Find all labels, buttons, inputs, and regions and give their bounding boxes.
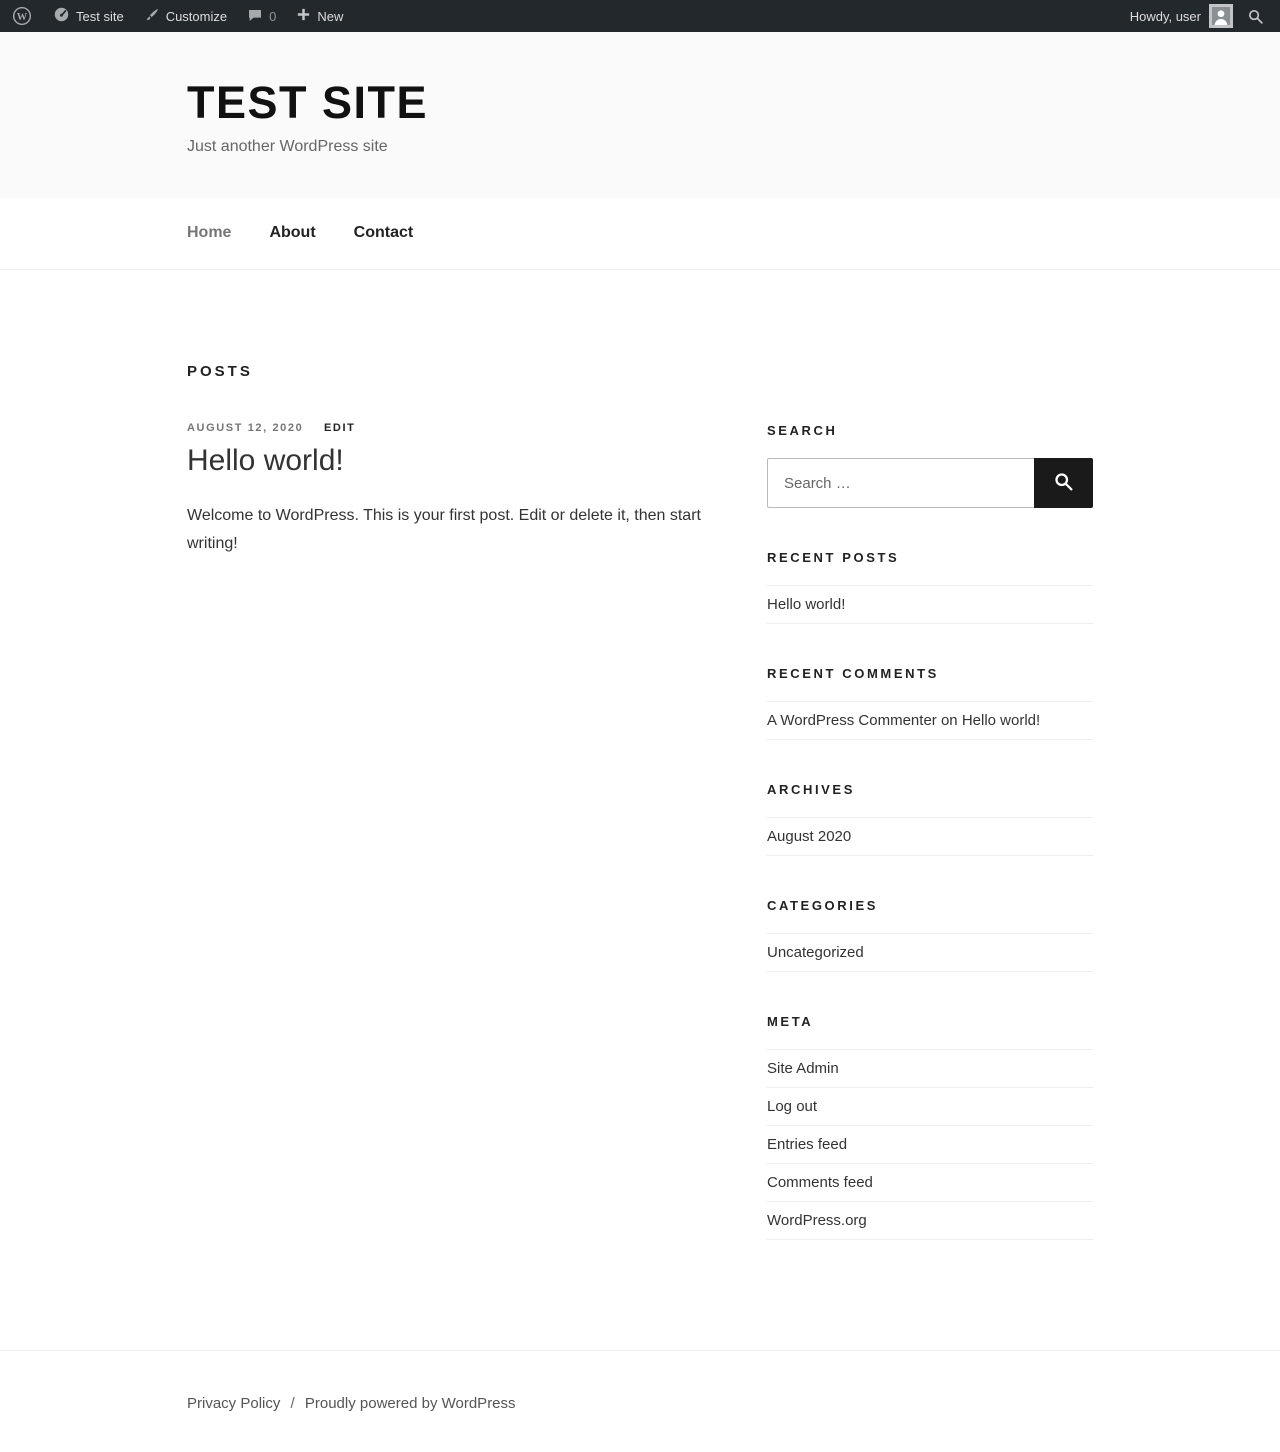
plus-icon xyxy=(296,7,311,25)
list-item xyxy=(767,1202,1093,1240)
post-entry xyxy=(187,422,712,558)
list-item xyxy=(767,934,1093,972)
comment-connector: on xyxy=(940,712,958,729)
archives-list xyxy=(767,817,1093,856)
nav-item-home[interactable]: Home xyxy=(187,224,232,241)
search-form xyxy=(767,458,1093,508)
list-item xyxy=(767,818,1093,856)
admin-bar-new-label: New xyxy=(317,8,344,24)
site-footer xyxy=(0,1350,1280,1452)
admin-bar-right xyxy=(1130,0,1270,32)
list-item xyxy=(767,1164,1093,1202)
admin-bar-customize-label: Customize xyxy=(165,8,228,24)
sidebar xyxy=(767,423,1093,1240)
powered-by-text xyxy=(305,1395,516,1412)
categories-widget xyxy=(767,898,1093,972)
nav-item-contact[interactable]: Contact xyxy=(353,224,414,241)
admin-bar-new[interactable] xyxy=(286,0,353,32)
post-meta xyxy=(187,422,712,434)
recent-comments-list xyxy=(767,701,1093,740)
posts-section-title: POSTS xyxy=(187,363,253,380)
privacy-policy-link[interactable]: Privacy Policy xyxy=(187,1395,281,1412)
list-item xyxy=(767,586,1093,624)
admin-bar-site-menu[interactable] xyxy=(43,0,134,32)
admin-bar-howdy[interactable]: Howdy, user xyxy=(1129,8,1201,24)
categories-list xyxy=(767,933,1093,972)
meta-wordpress-org-link[interactable]: WordPress.org xyxy=(767,1212,867,1229)
recent-posts-list xyxy=(767,585,1093,624)
wordpress-logo-icon[interactable] xyxy=(0,0,43,32)
svg-text:W: W xyxy=(16,11,28,23)
meta-site-admin-link[interactable]: Site Admin xyxy=(767,1060,839,1077)
post-edit-link[interactable]: EDIT xyxy=(323,422,356,434)
search-widget-title: SEARCH xyxy=(767,423,838,438)
search-input[interactable] xyxy=(767,458,1034,508)
admin-bar-search-icon[interactable] xyxy=(1233,8,1270,25)
admin-bar-comments-count: 0 xyxy=(269,8,277,24)
categories-title: CATEGORIES xyxy=(767,898,878,913)
archives-widget xyxy=(767,782,1093,856)
search-icon xyxy=(1053,471,1074,495)
recent-post-link[interactable]: Hello world! xyxy=(767,596,846,613)
site-tagline: Just another WordPress site xyxy=(187,138,388,155)
meta-widget xyxy=(767,1014,1093,1240)
search-submit-button[interactable] xyxy=(1034,458,1093,508)
main-navigation xyxy=(0,198,1280,270)
post-title-link[interactable]: Hello world! xyxy=(187,444,344,477)
wp-admin-bar xyxy=(0,0,1280,32)
posts-column xyxy=(187,363,712,558)
powered-by-wordpress-link[interactable]: Proudly powered by WordPress xyxy=(304,1395,516,1412)
post-date-link[interactable]: AUGUST 12, 2020 xyxy=(187,422,304,434)
archive-link[interactable]: August 2020 xyxy=(767,828,852,845)
site-title[interactable]: TEST SITE xyxy=(187,77,429,128)
content-wrap xyxy=(187,363,1093,1240)
admin-bar-customize[interactable] xyxy=(134,0,237,32)
nav-item-about[interactable]: About xyxy=(269,224,316,241)
meta-entries-feed-link[interactable]: Entries feed xyxy=(767,1136,848,1153)
meta-comments-feed-link[interactable]: Comments feed xyxy=(767,1174,873,1191)
list-item xyxy=(767,1126,1093,1164)
list-item xyxy=(767,1088,1093,1126)
admin-bar-site-name: Test site xyxy=(76,8,124,24)
admin-bar-comments[interactable] xyxy=(237,0,286,32)
recent-comments-widget xyxy=(767,666,1093,740)
post-body: Welcome to WordPress. This is your first post. Edit or delete it, then start writing! xyxy=(187,507,701,552)
recent-posts-widget xyxy=(767,550,1093,624)
dashboard-gauge-icon xyxy=(53,6,70,26)
list-item xyxy=(767,1050,1093,1088)
meta-log-out-link[interactable]: Log out xyxy=(767,1098,818,1115)
comment-author-link[interactable]: A WordPress Commenter xyxy=(767,712,937,729)
comment-bubble-icon xyxy=(247,7,263,26)
search-widget xyxy=(767,423,1093,508)
admin-bar-left xyxy=(0,0,353,32)
archives-title: ARCHIVES xyxy=(767,782,855,797)
footer-separator: / xyxy=(290,1395,295,1412)
user-avatar[interactable] xyxy=(1209,4,1233,28)
comment-post-link[interactable]: Hello world! xyxy=(961,712,1041,729)
recent-posts-title: RECENT POSTS xyxy=(767,550,900,565)
recent-comments-title: RECENT COMMENTS xyxy=(767,666,939,681)
brush-icon xyxy=(144,7,160,26)
list-item xyxy=(767,702,1093,740)
meta-title: META xyxy=(767,1014,814,1029)
meta-list xyxy=(767,1049,1093,1240)
site-header xyxy=(0,32,1280,198)
category-link[interactable]: Uncategorized xyxy=(767,944,864,961)
